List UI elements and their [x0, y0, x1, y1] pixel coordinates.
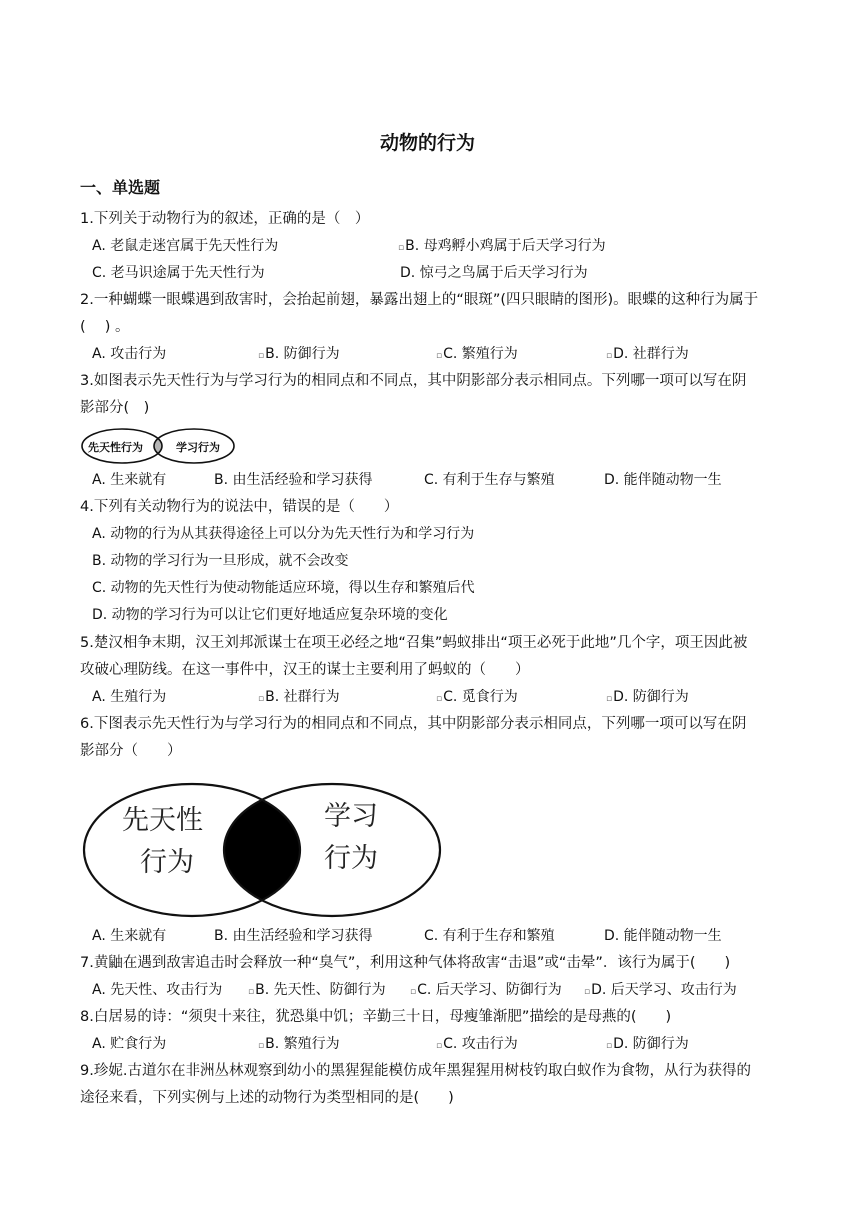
option-c-text: C. 觅食行为 — [443, 689, 518, 705]
venn-right-label-2: 行为 — [324, 843, 378, 874]
question-stem: 2.一种蝴蝶一眼蝶遇到敌害时，会抬起前翅，暴露出翅上的“眼斑”(四只眼睛的图形)。眼蝶的这种行为属于 — [80, 292, 759, 308]
option-marker: ▫ — [606, 1041, 613, 1051]
option-b: B. 由生活经验和学习获得 — [214, 472, 373, 488]
option-b: B. 动物的学习行为一旦形成，就不会改变 — [92, 553, 349, 569]
option-b — [258, 341, 340, 370]
option-c — [436, 684, 518, 713]
option-marker: ▫ — [606, 694, 613, 704]
option-b — [258, 684, 340, 713]
option-b — [258, 1031, 340, 1060]
option-c: C. 动物的先天性行为使动物能适应环境，得以生存和繁殖后代 — [92, 580, 475, 596]
option-marker: ▫ — [584, 987, 591, 997]
option-c — [436, 341, 518, 370]
option-a: A. 先天性、攻击行为 — [92, 982, 223, 998]
venn-right-label-1: 学习 — [324, 801, 378, 832]
option-marker: ▫ — [248, 987, 255, 997]
venn-left-label: 先天性行为 — [88, 441, 143, 454]
option-marker: ▫ — [258, 351, 265, 361]
option-d-text: D. 社群行为 — [613, 346, 689, 362]
question-stem: 9.珍妮.古道尔在非洲丛林观察到幼小的黑猩猩能模仿成年黑猩猩用树枝钓取白蚁作为食物，从行为获得的 — [80, 1063, 751, 1079]
option-d-text: D. 防御行为 — [613, 689, 689, 705]
option-d — [606, 684, 689, 713]
question-stem-cont: 影部分( ) — [80, 400, 150, 416]
question-stem: 1.下列关于动物行为的叙述，正确的是（ ） — [80, 211, 370, 227]
option-d: D. 能伴随动物一生 — [604, 472, 722, 488]
option-marker: ▫ — [606, 351, 613, 361]
option-c: C. 老马识途属于先天性行为 — [92, 265, 265, 281]
option-marker: ▫ — [436, 1041, 443, 1051]
option-marker: ▫ — [436, 694, 443, 704]
question-stem: 8.白居易的诗：“须臾十来往，犹恐巢中饥；辛勤三十日，母瘦雏渐肥”描绘的是母燕的( ) — [80, 1009, 672, 1025]
question-stem: 4.下列有关动物行为的说法中，错误的是（ ） — [80, 499, 399, 515]
option-a: A. 生来就有 — [92, 928, 167, 944]
option-b: B. 由生活经验和学习获得 — [214, 928, 373, 944]
page-title: 动物的行为 — [380, 132, 476, 154]
option-d: D. 能伴随动物一生 — [604, 928, 722, 944]
option-c: C. 有利于生存和繁殖 — [424, 928, 555, 944]
option-c-text: C. 攻击行为 — [443, 1036, 518, 1052]
option-d: D. 动物的学习行为可以让它们更好地适应复杂环境的变化 — [92, 607, 448, 623]
option-b — [398, 233, 606, 262]
option-marker: ▫ — [258, 694, 265, 704]
option-b — [248, 977, 386, 1006]
option-d: D. 惊弓之鸟属于后天学习行为 — [400, 265, 588, 281]
option-d-text: D. 后天学习、攻击行为 — [591, 982, 737, 998]
option-b-text: B. 繁殖行为 — [265, 1036, 340, 1052]
option-a: A. 攻击行为 — [92, 346, 167, 362]
venn-diagram-small — [80, 426, 236, 466]
option-marker: ▫ — [258, 1041, 265, 1051]
section-heading: 一、单选题 — [80, 178, 161, 197]
question-stem: 7.黄鼬在遇到敌害追击时会释放一种“臭气”，利用这种气体将敌害“击退”或“击晕”．该行为属于( ) — [80, 955, 731, 971]
option-c — [410, 977, 562, 1006]
option-b-text: B. 社群行为 — [265, 689, 340, 705]
option-a: A. 老鼠走迷宫属于先天性行为 — [92, 238, 279, 254]
venn-right-label: 学习行为 — [176, 441, 220, 454]
venn-left-label-2: 行为 — [140, 847, 194, 878]
question-stem-cont: ( ) 。 — [80, 319, 130, 335]
option-b-text: B. 防御行为 — [265, 346, 340, 362]
question-stem-cont: 攻破心理防线。在这一事件中，汉王的谋士主要利用了蚂蚁的（ ） — [80, 662, 530, 678]
option-a: A. 贮食行为 — [92, 1036, 167, 1052]
option-b-text: B. 母鸡孵小鸡属于后天学习行为 — [405, 238, 606, 254]
question-stem: 3.如图表示先天性行为与学习行为的相同点和不同点，其中阴影部分表示相同点。下列哪一项可以写在阴 — [80, 373, 747, 389]
option-c-text: C. 繁殖行为 — [443, 346, 518, 362]
option-b-text: B. 先天性、防御行为 — [255, 982, 386, 998]
option-a: A. 生殖行为 — [92, 689, 167, 705]
option-d — [606, 1031, 689, 1060]
question-stem: 5.楚汉相争末期，汉王刘邦派谋士在项王必经之地“召集”蚂蚁排出“项王必死于此地”几个字，项王因此被 — [80, 635, 748, 651]
option-a: A. 生来就有 — [92, 472, 167, 488]
option-d — [584, 977, 737, 1006]
venn-left-label-1: 先天性 — [122, 805, 203, 836]
option-c — [436, 1031, 518, 1060]
option-marker: ▫ — [410, 987, 417, 997]
venn-diagram-large — [80, 780, 444, 920]
option-d — [606, 341, 689, 370]
question-stem: 6.下图表示先天性行为与学习行为的相同点和不同点，其中阴影部分表示相同点，下列哪一项可以写在阴 — [80, 716, 747, 732]
option-d-text: D. 防御行为 — [613, 1036, 689, 1052]
question-stem-cont: 影部分（ ） — [80, 743, 182, 759]
option-a: A. 动物的行为从其获得途径上可以分为先天性行为和学习行为 — [92, 526, 475, 542]
question-stem-cont: 途径来看，下列实例与上述的动物行为类型相同的是( ) — [80, 1090, 454, 1106]
option-c: C. 有利于生存与繁殖 — [424, 472, 555, 488]
option-marker: ▫ — [436, 351, 443, 361]
option-marker: ▫ — [398, 243, 405, 253]
option-c-text: C. 后天学习、防御行为 — [417, 982, 562, 998]
